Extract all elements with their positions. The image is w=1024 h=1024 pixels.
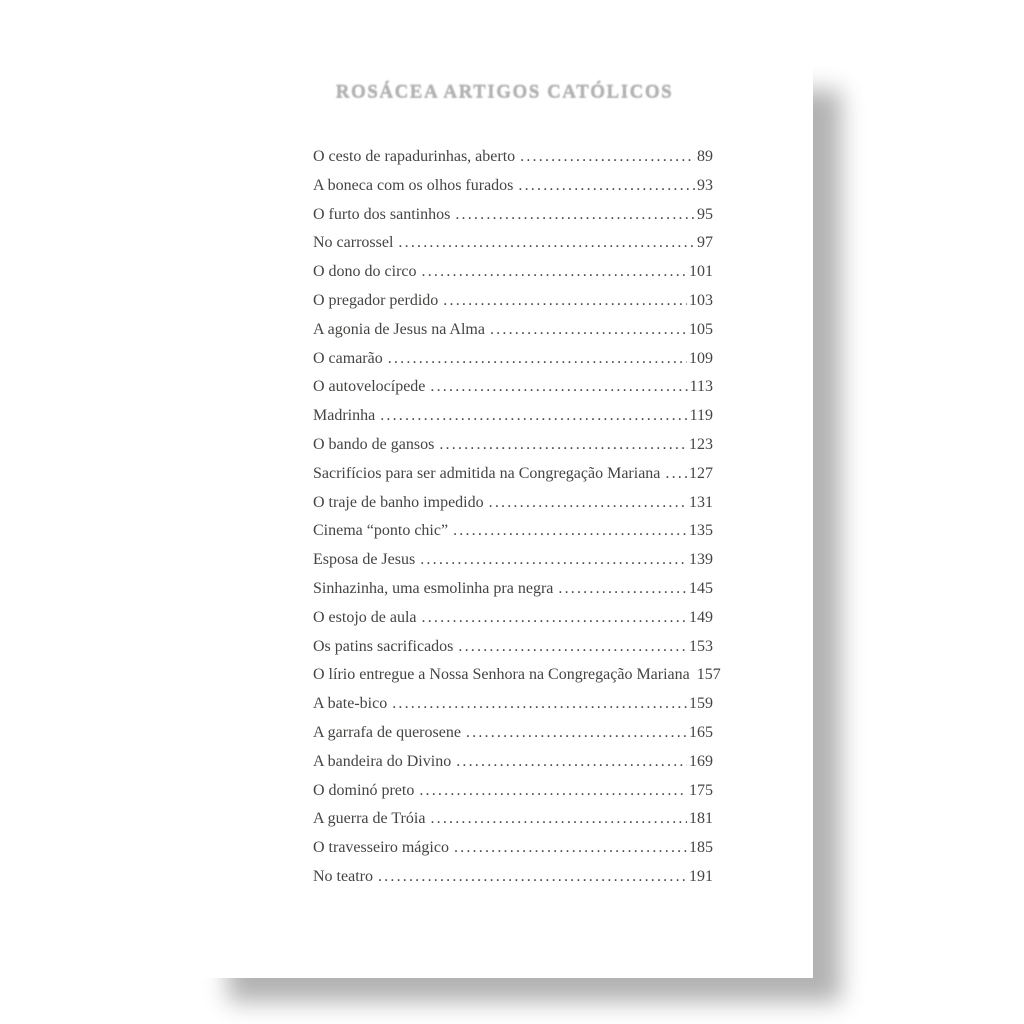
dot-leader <box>458 633 687 662</box>
toc-entry-page-number: 185 <box>689 839 713 857</box>
toc-entry-page-number: 127 <box>689 464 713 482</box>
dot-leader <box>489 489 687 518</box>
toc-entry-title: Os patins sacrificados <box>313 637 454 655</box>
dot-leader <box>378 863 687 892</box>
toc-entry <box>313 863 713 892</box>
toc-entry-title: Esposa de Jesus <box>313 551 416 569</box>
toc-entry-page-number: 101 <box>689 263 713 281</box>
toc-entry-title: A boneca com os olhos furados <box>313 176 514 194</box>
toc-entry-title: O dono do circo <box>313 263 417 281</box>
dot-leader <box>392 690 687 719</box>
toc-entry-title: O travesseiro mágico <box>313 839 449 857</box>
toc-entry <box>313 258 713 287</box>
toc-entry-page-number: 109 <box>689 349 713 367</box>
dot-leader <box>398 229 695 258</box>
toc-entry <box>313 777 713 806</box>
toc-entry-page-number: 191 <box>689 867 713 885</box>
dot-leader <box>430 373 687 402</box>
toc-entry <box>313 633 713 662</box>
toc-entry-page-number: 103 <box>689 291 713 309</box>
toc-entry-title: A guerra de Tróia <box>313 810 426 828</box>
dot-leader <box>490 316 687 345</box>
toc-entry-page-number: 165 <box>689 723 713 741</box>
toc-entry-page-number: 123 <box>689 435 713 453</box>
dot-leader <box>453 517 687 546</box>
dot-leader <box>455 201 695 230</box>
toc-entry <box>313 805 713 834</box>
toc-entry <box>313 575 713 604</box>
toc-entry-title: O traje de banho impedido <box>313 493 484 511</box>
dot-leader <box>422 258 687 287</box>
toc-entry-page-number: 159 <box>689 695 713 713</box>
table-of-contents <box>313 143 721 892</box>
toc-entry-page-number: 157 <box>696 666 721 684</box>
toc-entry-page-number: 145 <box>689 579 713 597</box>
toc-entry-title: Sacrifícios para ser admitida na Congregação Mariana <box>313 464 661 482</box>
toc-entry-title: A bandeira do Divino <box>313 752 452 770</box>
store-watermark: ROSÁCEA ARTIGOS CATÓLICOS <box>335 82 674 103</box>
dot-leader <box>518 172 695 201</box>
toc-entry <box>313 172 713 201</box>
toc-entry-page-number: 105 <box>689 320 713 338</box>
toc-entry-page-number: 153 <box>689 637 713 655</box>
toc-entry-title: A garrafa de querosene <box>313 723 461 741</box>
dot-leader <box>420 546 687 575</box>
dot-leader <box>419 777 687 806</box>
toc-entry <box>313 316 713 345</box>
toc-entry <box>313 143 713 172</box>
book-page <box>196 62 813 978</box>
toc-entry-title: O furto dos santinhos <box>313 205 451 223</box>
toc-entry-page-number: 119 <box>689 407 713 425</box>
toc-entry <box>313 402 713 431</box>
toc-entry <box>313 748 713 777</box>
dot-leader <box>443 287 687 316</box>
dot-leader <box>388 345 687 374</box>
toc-entry <box>313 604 713 633</box>
toc-entry-title: Sinhazinha, uma esmolinha pra negra <box>313 579 554 597</box>
dot-leader <box>439 431 687 460</box>
toc-entry-page-number: 89 <box>697 148 713 165</box>
toc-entry <box>313 690 713 719</box>
toc-entry <box>313 489 713 518</box>
dot-leader <box>466 719 687 748</box>
toc-entry-title: A agonia de Jesus na Alma <box>313 320 485 338</box>
toc-entry-page-number: 175 <box>689 781 713 799</box>
toc-entry <box>313 546 713 575</box>
toc-entry-page-number: 95 <box>697 205 713 223</box>
toc-entry <box>313 201 713 230</box>
dot-leader <box>422 604 687 633</box>
toc-entry-page-number: 131 <box>689 493 713 511</box>
toc-entry-page-number: 139 <box>689 551 713 569</box>
dot-leader <box>665 460 687 489</box>
toc-entry <box>313 517 713 546</box>
dot-leader <box>454 834 687 863</box>
toc-entry-title: O camarão <box>313 349 383 367</box>
toc-entry-title: O lírio entregue a Nossa Senhora na Congregação Mariana <box>313 666 690 684</box>
toc-entry-title: No carrossel <box>313 234 394 252</box>
toc-entry-title: O pregador perdido <box>313 291 439 309</box>
dot-leader <box>456 748 687 777</box>
toc-entry-page-number: 97 <box>697 234 713 252</box>
toc-entry-page-number: 135 <box>689 522 713 540</box>
toc-entry-title: O bando de gansos <box>313 435 435 453</box>
toc-entry <box>313 431 713 460</box>
toc-entry <box>313 229 713 258</box>
toc-entry <box>313 834 713 863</box>
toc-entry-title: A bate-bico <box>313 695 388 713</box>
toc-entry-page-number: 149 <box>689 608 713 626</box>
toc-entry <box>313 287 713 316</box>
dot-leader <box>380 402 687 431</box>
toc-entry-title: Cinema “ponto chic” <box>313 522 449 540</box>
toc-entry-title: O cesto de rapadurinhas, aberto <box>313 148 516 165</box>
dot-leader <box>558 575 687 604</box>
toc-entry-page-number: 169 <box>689 752 713 770</box>
toc-entry <box>313 373 713 402</box>
toc-entry-title: O estojo de aula <box>313 608 417 626</box>
toc-entry-page-number: 181 <box>689 810 713 828</box>
toc-entry-title: O dominó preto <box>313 781 415 799</box>
toc-entry-title: No teatro <box>313 867 373 885</box>
toc-entry-page-number: 113 <box>689 378 713 396</box>
toc-entry <box>313 345 713 374</box>
toc-entry-title: Madrinha <box>313 407 376 425</box>
toc-entry-page-number: 93 <box>697 176 713 194</box>
toc-entry <box>313 719 713 748</box>
dot-leader <box>430 805 687 834</box>
toc-entry-title: O autovelocípede <box>313 378 426 396</box>
toc-entry <box>313 661 721 690</box>
toc-entry <box>313 460 713 489</box>
dot-leader <box>520 143 695 172</box>
